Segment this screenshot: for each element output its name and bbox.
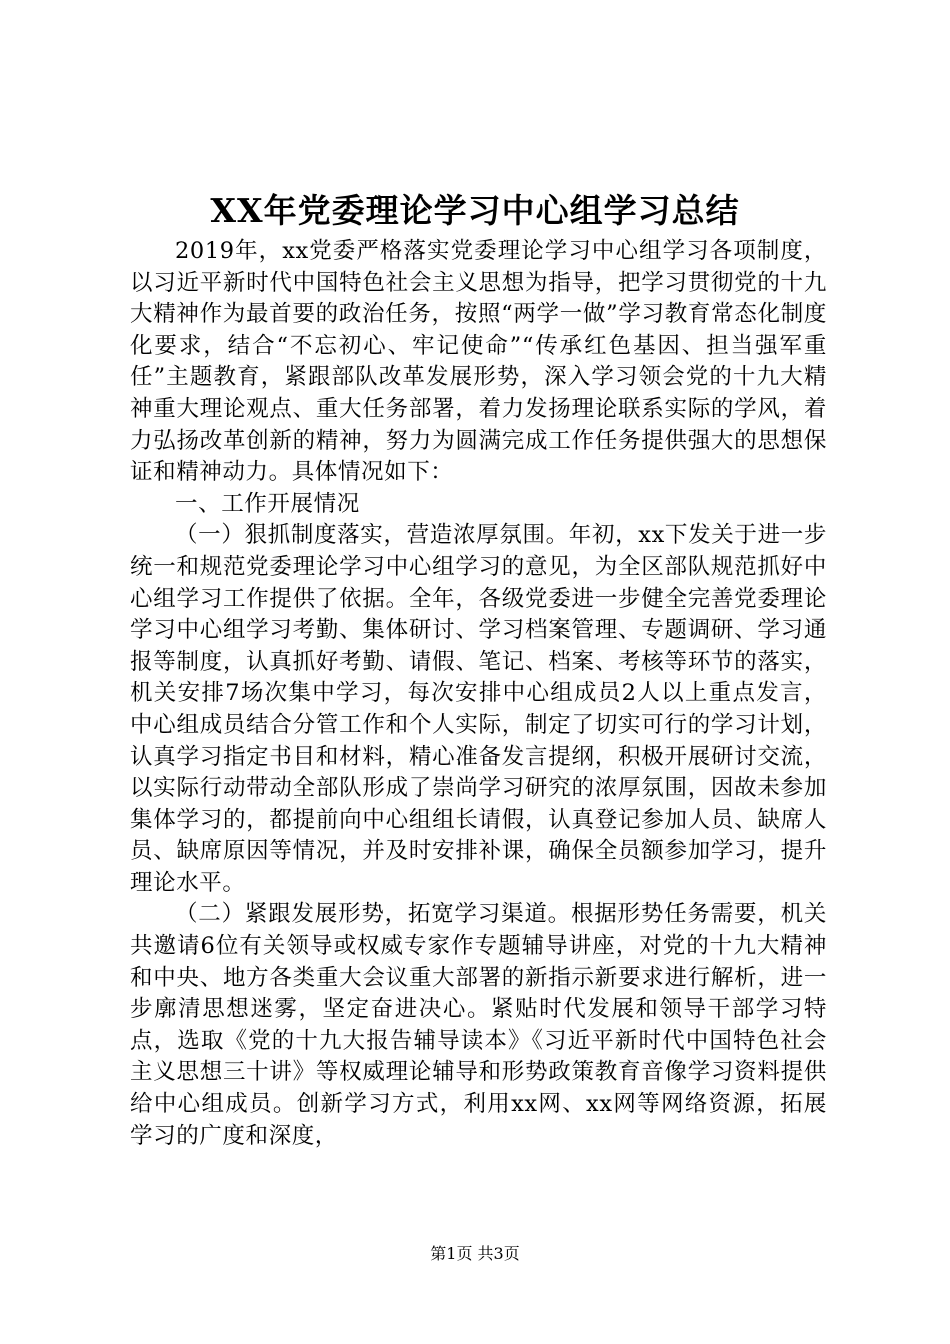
section-paragraph-2: （二）紧跟发展形势，拓宽学习渠道。根据形势任务需要，机关共邀请6位有关领导或权威专家作专题辅导讲座，对党的十九大精神和中央、地方各类重大会议重大部署的新指示新要求进行解析，进一步廓清思想迷雾，坚定奋进决心。紧贴时代发展和领导干部学习特点，选取《党的十九大报告辅导读本》《习近平新时代中国特色社会主义思想三十讲》等权威理论辅导和形势政策教育音像学习资料提供给中心组成员。创新学习方式，利用xx网、xx网等网络资源，拓展学习的广度和深度，	[130, 901, 827, 1149]
section-paragraph-1: （一）狠抓制度落实，营造浓厚氛围。年初，xx下发关于进一步统一和规范党委理论学习中心组学习的意见，为全区部队规范抓好中心组学习工作提供了依据。全年，各级党委进一步健全完善党委理论学习中心组学习考勤、集体研讨、学习档案管理、专题调研、学习通报等制度，认真抓好考勤、请假、笔记、档案、考核等环节的落实，机关安排7场次集中学习，每次安排中心组成员2人以上重点发言，中心组成员结合分管工作和个人实际，制定了切实可行的学习计划，认真学习指定书目和材料，精心准备发言提纲，积极开展研讨交流，以实际行动带动全部队形成了崇尚学习研究的浓厚氛围，因故未参加集体学习的，都提前向中心组组长请假，认真登记参加人员、缺席人员、缺席原因等情况，并及时安排补课，确保全员额参加学习，提升理论水平。	[130, 522, 827, 896]
section-heading: 一、工作开展情况	[175, 490, 360, 517]
document-body	[130, 236, 827, 1152]
document-title: XX年党委理论学习中心组学习总结	[210, 191, 740, 230]
page-footer: 第1页 共3页	[430, 1244, 520, 1263]
intro-paragraph: 2019年，xx党委严格落实党委理论学习中心组学习各项制度，以习近平新时代中国特色社会主义思想为指导，把学习贯彻党的十九大精神作为最首要的政治任务，按照“两学一做”学习教育常态化制度化要求，结合“不忘初心、牢记使命”“传承红色基因、担当强军重任”主题教育，紧跟部队改革发展形势，深入学习领会党的十九大精神重大理论观点、重大任务部署，着力发扬理论联系实际的学风，着力弘扬改革创新的精神，努力为圆满完成工作任务提供强大的思想保证和精神动力。具体情况如下：	[130, 238, 827, 486]
